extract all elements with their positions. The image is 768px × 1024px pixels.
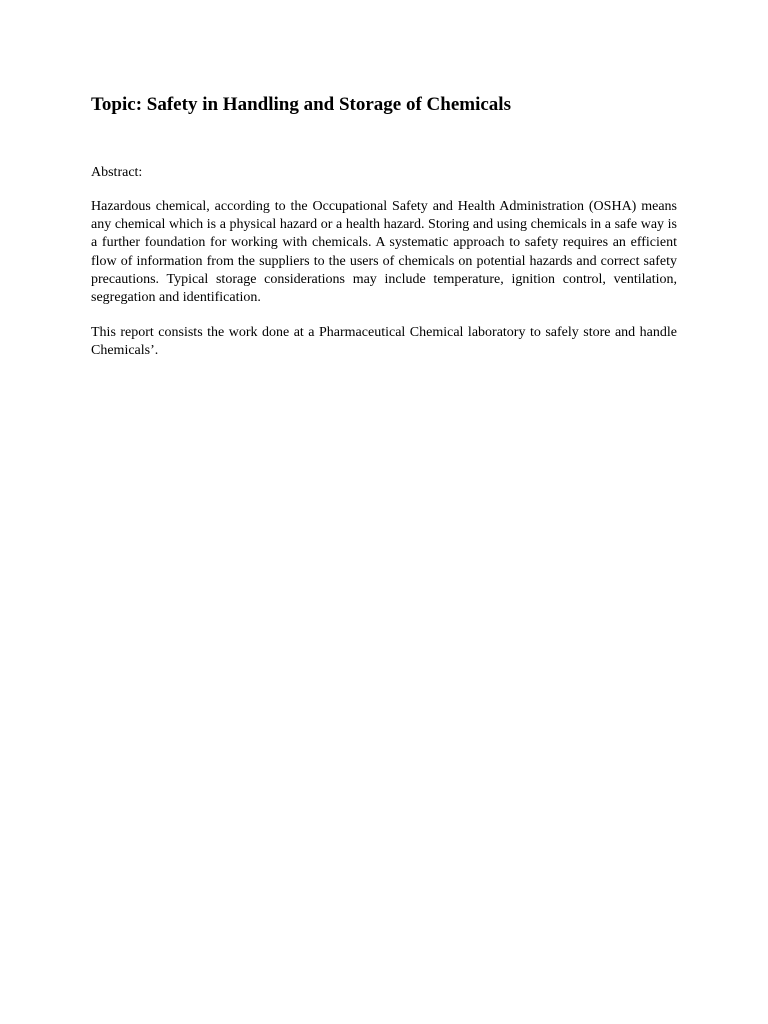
abstract-paragraph-1: Hazardous chemical, according to the Occupational Safety and Health Administration (OSHA) means any chemical which is a physical hazard or a health hazard. Storing and using chemicals in a safe way is a further foundation for working with chemicals. A systematic approach to safety requires an efficient flow of information from the suppliers to the users of chemicals on potential hazards and correct safety precautions. Typical storage considerations may include temperature, ignition control, ventilation, segregation and identification. (91, 199, 677, 306)
document-title: Topic: Safety in Handling and Storage of Chemicals (91, 94, 511, 115)
document-body (91, 92, 677, 361)
abstract-paragraph-2: This report consists the work done at a Pharmaceutical Chemical laboratory to safely store and handle Chemicals’. (91, 325, 677, 359)
abstract-label: Abstract: (91, 165, 143, 180)
